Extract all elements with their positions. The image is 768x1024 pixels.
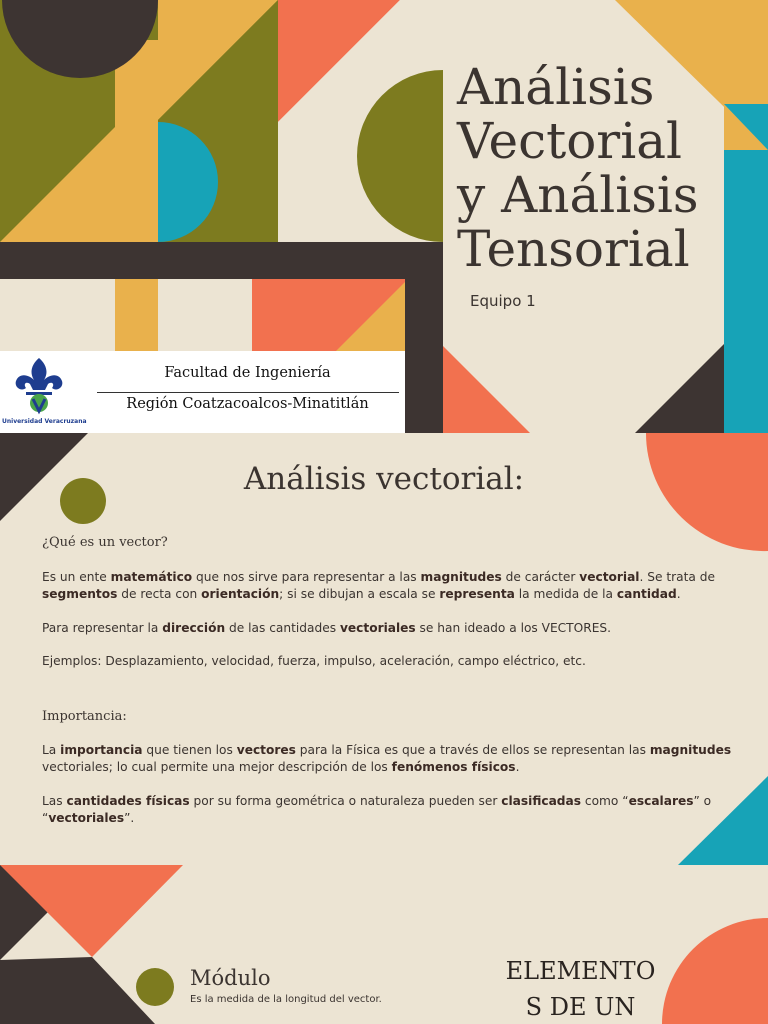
title-line: Tensorial xyxy=(457,220,690,278)
university-logo-icon xyxy=(12,356,67,416)
importance-heading: Importancia: xyxy=(42,709,127,724)
faculty-name: Facultad de Ingeniería xyxy=(164,365,331,381)
direction-text: Para representar la dirección de las cantidades vectoriales se han ideado a los VECTORES. xyxy=(42,621,612,635)
modulus-description: Es la medida de la longitud del vector. xyxy=(190,994,382,1005)
examples-text: Ejemplos: Desplazamiento, velocidad, fuerza, impulso, aceleración, campo eléctrico, etc. xyxy=(42,654,586,668)
title-line: y Análisis xyxy=(457,166,699,224)
title-line: Análisis xyxy=(457,58,655,116)
vector-analysis-slide xyxy=(0,433,768,865)
section-heading: Análisis vectorial: xyxy=(243,461,525,497)
divider xyxy=(97,392,399,393)
what-is-vector-heading: ¿Qué es un vector? xyxy=(42,535,168,550)
region-name: Región Coatzacoalcos-Minatitlán xyxy=(126,396,369,412)
elements-title-line: S DE UN xyxy=(525,993,636,1021)
title-slide xyxy=(0,0,768,433)
modulus-heading: Módulo xyxy=(190,966,271,990)
slide-title xyxy=(457,60,757,276)
university-logo-text: Universidad Veracruzana xyxy=(2,418,87,425)
vector-elements-title xyxy=(498,953,663,1024)
vector-elements-slide xyxy=(0,865,768,1024)
importance-text: La importancia que tienen los vectores para la Física es que a través de ellos se representan las magnitudes vectoriales; lo cual permite una mejor descripción de los fenómenos físicos. xyxy=(42,743,732,774)
classification-text: Las cantidades físicas por su forma geométrica o naturaleza pueden ser clasificadas como “escalares” o “vectoriales”. xyxy=(42,794,712,825)
team-label: Equipo 1 xyxy=(470,292,536,310)
vector-definition: Es un ente matemático que nos sirve para representar a las magnitudes de carácter vectorial. Se trata de segmentos de recta con orientación; si se dibujan a escala se representa la medida de la cantidad. xyxy=(42,570,715,601)
title-line: Vectorial xyxy=(457,112,682,170)
elements-title-line: ELEMENTO xyxy=(505,957,656,985)
